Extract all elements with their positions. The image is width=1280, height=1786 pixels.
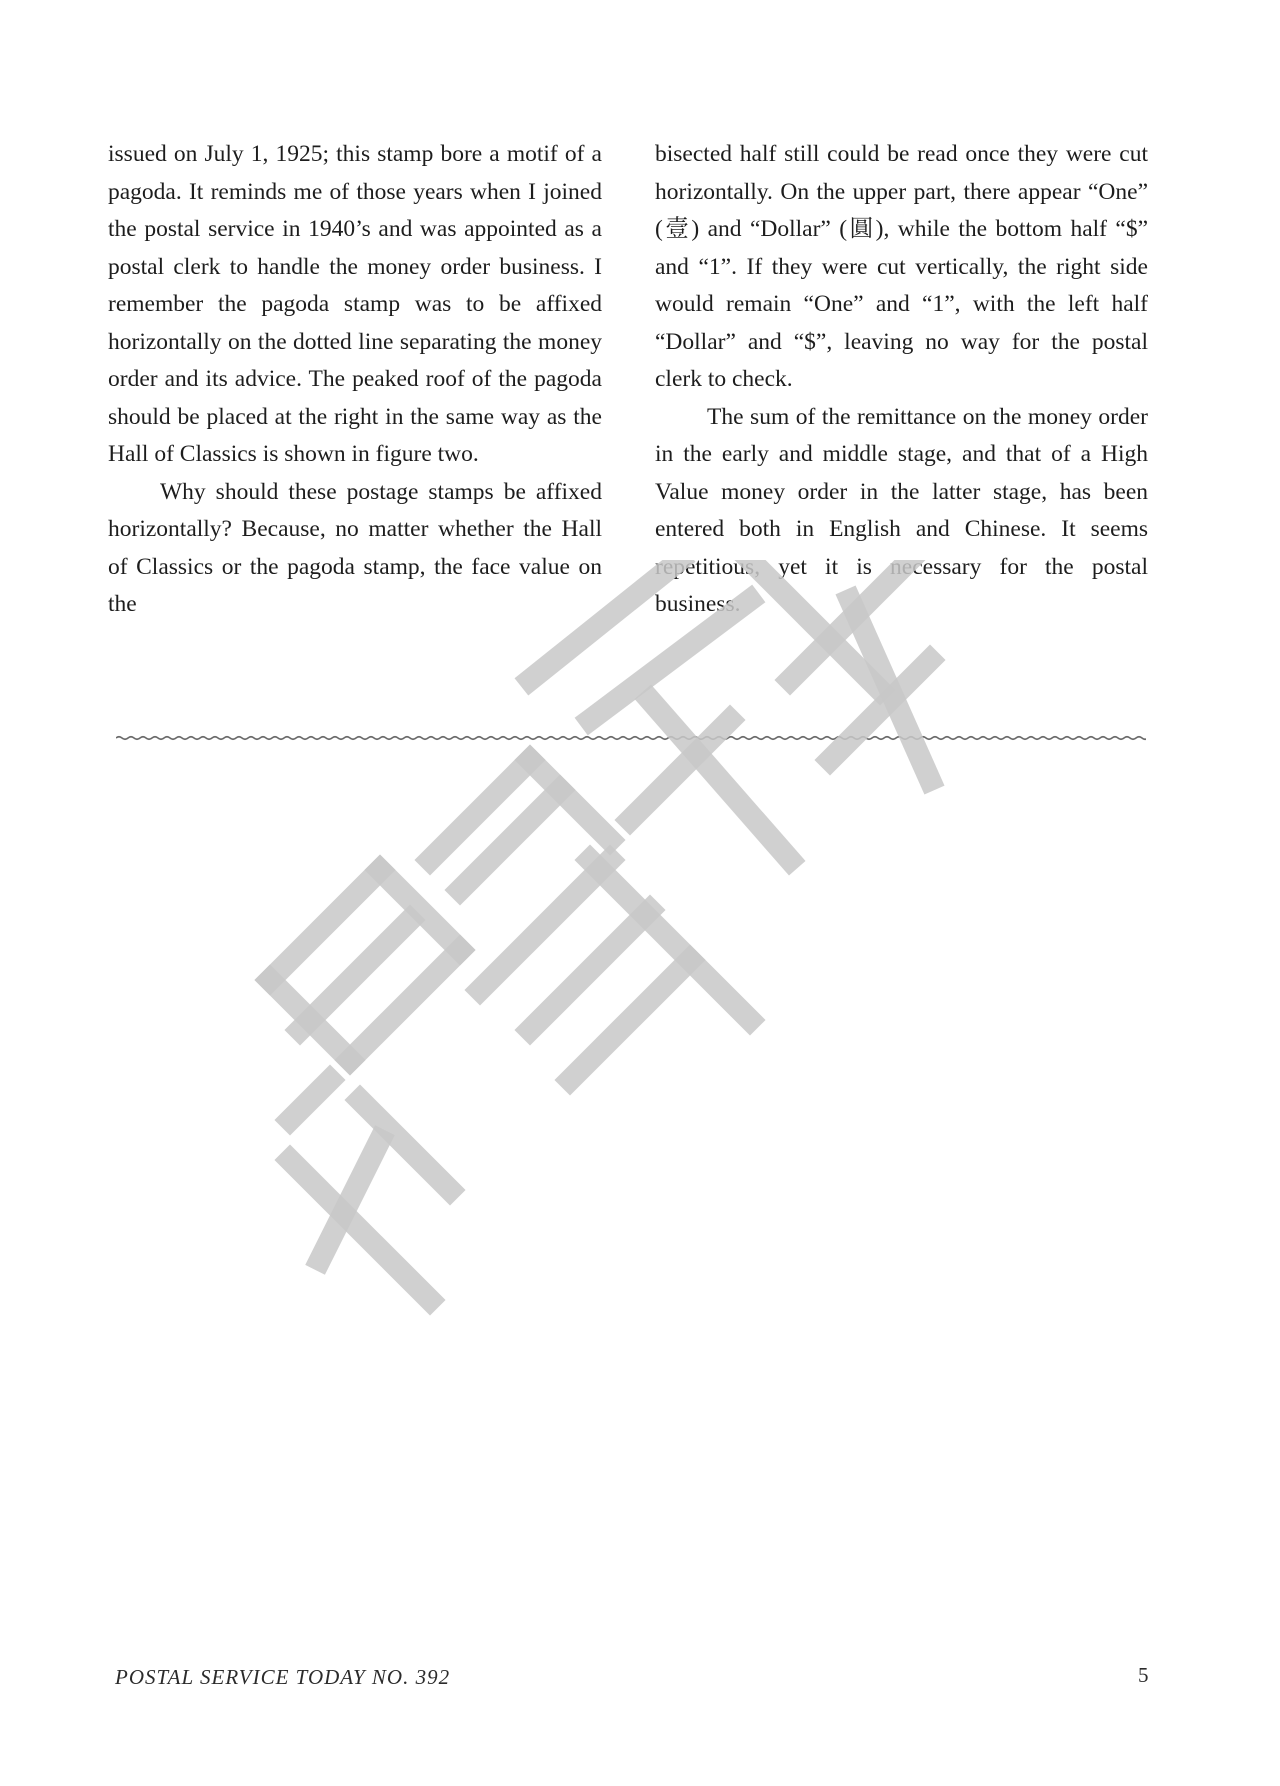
- watermark-stroke: [380, 870, 460, 950]
- watermark-stroke: [270, 980, 350, 1060]
- left-column: [108, 136, 602, 624]
- watermark-stroke: [530, 760, 610, 840]
- watermark-stroke: [480, 860, 610, 990]
- watermark-stroke: [830, 660, 930, 760]
- left-paragraph-2: Why should these postage stamps be affixed horizontally? Because, no matter whether the Hall of Classics or the pagoda stamp, the face value on the: [108, 478, 602, 617]
- wavy-divider: [116, 735, 1146, 741]
- watermark-stroke: [320, 1140, 380, 1260]
- watermark-stroke: [530, 910, 650, 1030]
- watermark-stroke: [290, 1160, 430, 1300]
- watermark-seal: [230, 560, 990, 1320]
- watermark-stroke: [350, 950, 460, 1060]
- watermark-stroke: [270, 870, 380, 980]
- page-number: 5: [1138, 1663, 1149, 1687]
- watermark-stroke: [590, 860, 750, 1020]
- right-paragraph-1: bisected half still could be read once they were cut horizontally. On the upper part, there appear “One” (壹) and “Dollar” (圓), while the bottom half “$” and “1”. If they were cut vertically, the right side would remain “One” and “1”, with the left half “Dollar” and “$”, leaving no way for the postal clerk to check.: [655, 141, 1148, 392]
- publication-title: POSTAL SERVICE TODAY NO. 392: [115, 1665, 451, 1689]
- watermark-stroke: [430, 760, 530, 860]
- watermark-stroke: [460, 790, 560, 890]
- left-paragraph-1: issued on July 1, 1925; this stamp bore a motif of a pagoda. It reminds me of those years when I joined the postal service in 1940’s and was appointed as a postal clerk to handle the money order business. I remember the pagoda stamp was to be affixed horizontally on the dotted line separating the money order and its advice. The peaked roof of the pagoda should be placed at the right in the same way as the Hall of Classics is shown in figure two.: [108, 141, 602, 467]
- watermark-stroke: [650, 700, 790, 860]
- watermark-stroke: [300, 920, 410, 1030]
- right-paragraph-2: The sum of the remittance on the money order in the early and middle stage, and that of a High Value money order in the latter stage, has been entered both in English and Chinese. It seems repetitious, yet it is necessary for the postal business.: [655, 403, 1148, 617]
- watermark-stroke: [290, 1080, 330, 1120]
- right-column: [655, 136, 1148, 624]
- watermark-stroke: [360, 1100, 450, 1190]
- watermark-stroke: [850, 600, 930, 780]
- watermark-stroke: [570, 960, 690, 1080]
